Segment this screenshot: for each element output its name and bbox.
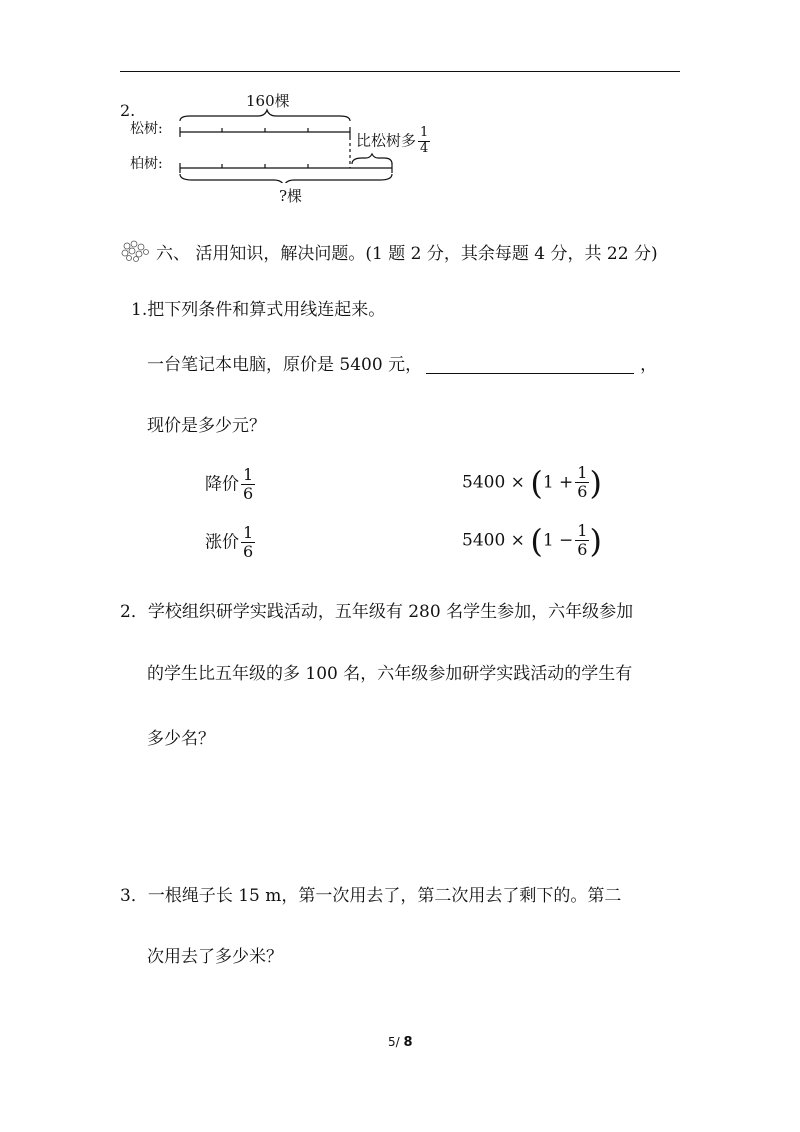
diagram-side-text: 比松树多 (356, 131, 417, 150)
fraction-denominator: 4 (420, 140, 429, 156)
close-paren: ) (589, 463, 602, 502)
open-paren: ( (530, 463, 543, 502)
q1-line1-comma: ， (640, 355, 658, 375)
diagram-top-label: 160棵 (246, 92, 290, 110)
fraction-numerator: 1 (577, 463, 588, 482)
formula-lead: 5400 × (462, 472, 525, 493)
fraction-denominator: 6 (577, 540, 588, 560)
answer-blank[interactable] (426, 357, 634, 374)
option-fraction (241, 466, 255, 504)
fraction-numerator: 1 (243, 465, 254, 484)
formula-fraction (575, 522, 589, 560)
formula-inner: 1 + (542, 472, 574, 493)
page-number (388, 1035, 413, 1050)
page-current: 5/ (388, 1035, 400, 1049)
diagram-bottom-label: ?棵 (279, 187, 303, 205)
formula-fraction (575, 464, 589, 502)
section-title: 六、 活用知识，解决问题。(1 题 2 分，其余每题 4 分，共 22 分) (156, 244, 658, 264)
q1-heading: 1.把下列条件和算式用线连起来。 (131, 300, 386, 320)
formula-minus (462, 522, 602, 560)
fraction-denominator: 6 (243, 484, 254, 504)
fraction-denominator: 6 (243, 542, 254, 562)
q3-line1: 3．一根绳子长 15 m，第一次用去了，第二次用去了剩下的。第二 (120, 886, 622, 906)
formula-plus (462, 464, 602, 502)
decorative-flower-icon (118, 238, 152, 264)
option-decrease (205, 466, 255, 504)
q3-line2: 次用去了多少米？ (147, 947, 283, 967)
open-paren: ( (530, 521, 543, 560)
option-fraction (241, 524, 255, 562)
page-total: 8 (403, 1035, 413, 1050)
q1-line1 (147, 357, 657, 374)
diagram-row2-label: 柏树: (130, 156, 163, 172)
header-rule (120, 71, 680, 72)
diagram-number: 2. (120, 101, 136, 120)
option-label: 降价 (205, 474, 239, 495)
q1-line1-text: 一台笔记本电脑，原价是 5400 元， (147, 355, 423, 375)
fraction-numerator: 1 (577, 521, 588, 540)
q2-line3: 多少名？ (147, 729, 215, 749)
formula-lead: 5400 × (462, 530, 525, 551)
formula-inner: 1 − (542, 530, 574, 551)
option-label: 涨价 (205, 532, 239, 553)
diagram-side-fraction (418, 126, 430, 157)
option-increase (205, 524, 255, 562)
fraction-numerator: 1 (243, 523, 254, 542)
q2-line2: 的学生比五年级的多 100 名，六年级参加研学实践活动的学生有 (147, 664, 633, 684)
q1-line2: 现价是多少元？ (147, 416, 266, 436)
diagram-row1-label: 松树: (130, 121, 163, 137)
fraction-numerator: 1 (420, 125, 429, 140)
fraction-denominator: 6 (577, 482, 588, 502)
q2-line1: 2．学校组织研学实践活动，五年级有 280 名学生参加，六年级参加 (120, 602, 634, 622)
diagram-side-label (356, 126, 430, 157)
close-paren: ) (589, 521, 602, 560)
